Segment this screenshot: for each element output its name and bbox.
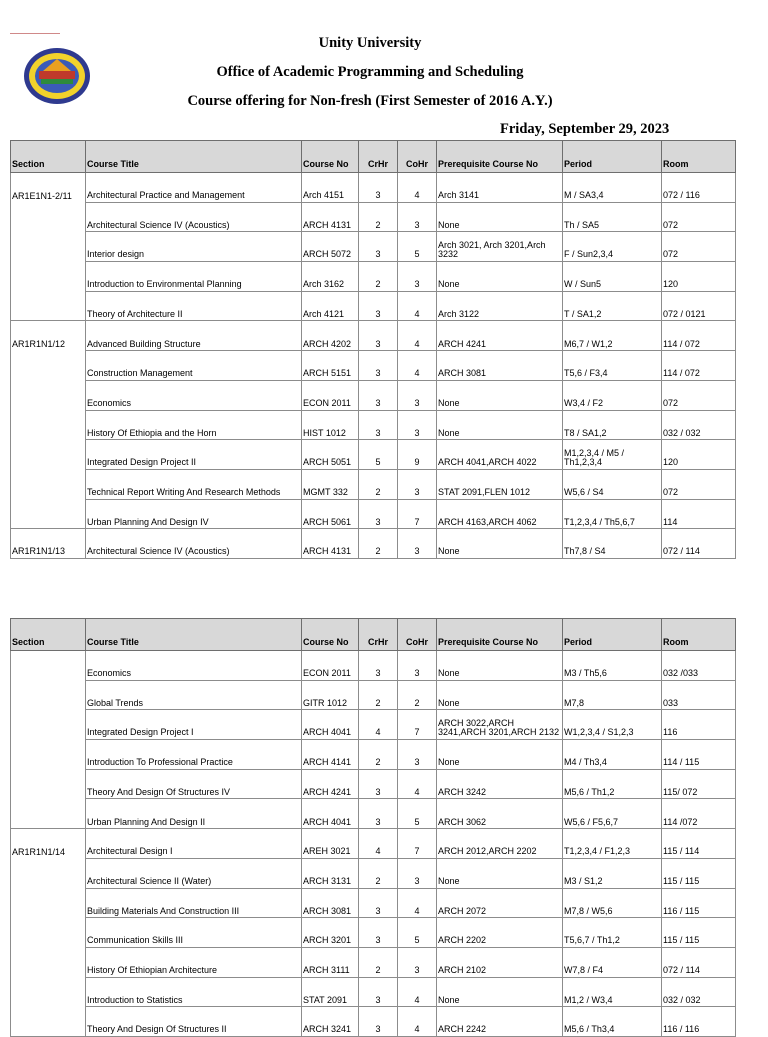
- prerequisite-cell: Arch 3122: [437, 291, 563, 321]
- course-title-cell: Introduction to Statistics: [86, 977, 302, 1007]
- co-hr-header: CoHr: [398, 141, 437, 173]
- course-title-cell: History Of Ethiopian Architecture: [86, 947, 302, 977]
- co-hr-cell: 3: [398, 202, 437, 232]
- period-cell: M7,8: [563, 680, 662, 710]
- room-cell: 072 / 116: [662, 173, 736, 203]
- room-cell: 072: [662, 469, 736, 499]
- section-cell: [11, 680, 86, 710]
- prerequisite-cell: None: [437, 858, 563, 888]
- section-header: Section: [11, 141, 86, 173]
- cr-hr-cell: 5: [359, 440, 398, 470]
- co-hr-cell: 3: [398, 858, 437, 888]
- co-hr-header: CoHr: [398, 619, 437, 651]
- table-row: [11, 858, 736, 888]
- table-row: [11, 262, 736, 292]
- section-cell: [11, 769, 86, 799]
- prerequisite-header: Prerequisite Course No: [437, 141, 563, 173]
- co-hr-cell: 4: [398, 769, 437, 799]
- course-no-cell: Arch 4151: [302, 173, 359, 203]
- period-header: Period: [563, 619, 662, 651]
- prerequisite-cell: Arch 3141: [437, 173, 563, 203]
- course-no-cell: MGMT 332: [302, 469, 359, 499]
- prerequisite-cell: ARCH 4163,ARCH 4062: [437, 499, 563, 529]
- co-hr-cell: 4: [398, 351, 437, 381]
- course-no-cell: Arch 4121: [302, 291, 359, 321]
- period-cell: W / Sun5: [563, 262, 662, 292]
- course-title-cell: Communication Skills III: [86, 918, 302, 948]
- prerequisite-cell: ARCH 4241: [437, 321, 563, 351]
- room-cell: 116: [662, 710, 736, 740]
- room-header: Room: [662, 141, 736, 173]
- prerequisite-cell: ARCH 3242: [437, 769, 563, 799]
- period-cell: T5,6,7 / Th1,2: [563, 918, 662, 948]
- room-cell: 072: [662, 232, 736, 262]
- cr-hr-cell: 3: [359, 232, 398, 262]
- cr-hr-header: CrHr: [359, 619, 398, 651]
- room-cell: 114 / 072: [662, 321, 736, 351]
- cr-hr-header: CrHr: [359, 141, 398, 173]
- course-title-cell: Construction Management: [86, 351, 302, 381]
- room-cell: 114: [662, 499, 736, 529]
- period-cell: Th7,8 / S4: [563, 529, 662, 559]
- co-hr-cell: 4: [398, 977, 437, 1007]
- section-cell: [11, 977, 86, 1007]
- section-cell: [11, 918, 86, 948]
- course-title-cell: Economics: [86, 380, 302, 410]
- course-table-1: [10, 140, 736, 559]
- period-cell: T1,2,3,4 / F1,2,3: [563, 829, 662, 859]
- section-cell: [11, 380, 86, 410]
- prerequisite-cell: None: [437, 651, 563, 681]
- top-rule: [10, 33, 60, 34]
- section-cell: [11, 262, 86, 292]
- course-no-cell: ARCH 4202: [302, 321, 359, 351]
- table-row: [11, 380, 736, 410]
- table-row: [11, 529, 736, 559]
- section-cell: [11, 651, 86, 681]
- prerequisite-cell: None: [437, 202, 563, 232]
- prerequisite-cell: ARCH 3081: [437, 351, 563, 381]
- period-cell: T1,2,3,4 / Th5,6,7: [563, 499, 662, 529]
- table-row: [11, 651, 736, 681]
- section-cell: [11, 440, 86, 470]
- course-no-cell: ARCH 3131: [302, 858, 359, 888]
- cr-hr-cell: 3: [359, 321, 398, 351]
- course-no-cell: ARCH 3111: [302, 947, 359, 977]
- co-hr-cell: 3: [398, 947, 437, 977]
- co-hr-cell: 7: [398, 829, 437, 859]
- period-cell: T5,6 / F3,4: [563, 351, 662, 381]
- course-no-cell: ARCH 4141: [302, 740, 359, 770]
- table-row: [11, 499, 736, 529]
- table-row: [11, 799, 736, 829]
- co-hr-cell: 2: [398, 680, 437, 710]
- section-cell: [11, 232, 86, 262]
- co-hr-cell: 3: [398, 410, 437, 440]
- document-date: Friday, September 29, 2023: [500, 121, 670, 137]
- prerequisite-cell: None: [437, 977, 563, 1007]
- prerequisite-cell: ARCH 2012,ARCH 2202: [437, 829, 563, 859]
- prerequisite-header: Prerequisite Course No: [437, 619, 563, 651]
- course-no-cell: ARCH 4041: [302, 710, 359, 740]
- period-cell: M5,6 / Th1,2: [563, 769, 662, 799]
- period-cell: M5,6 / Th3,4: [563, 1007, 662, 1037]
- course-no-cell: GITR 1012: [302, 680, 359, 710]
- course-no-cell: AREH 3021: [302, 829, 359, 859]
- prerequisite-cell: None: [437, 680, 563, 710]
- period-cell: M1,2,3,4 / M5 / Th1,2,3,4: [563, 440, 662, 470]
- co-hr-cell: 3: [398, 262, 437, 292]
- period-cell: W7,8 / F4: [563, 947, 662, 977]
- period-cell: M1,2 / W3,4: [563, 977, 662, 1007]
- co-hr-cell: 3: [398, 469, 437, 499]
- period-cell: T / SA1,2: [563, 291, 662, 321]
- course-title-cell: Technical Report Writing And Research Methods: [86, 469, 302, 499]
- cr-hr-cell: 3: [359, 769, 398, 799]
- table-row: [11, 769, 736, 799]
- course-no-cell: ARCH 5061: [302, 499, 359, 529]
- co-hr-cell: 5: [398, 799, 437, 829]
- table-row: [11, 740, 736, 770]
- course-title-cell: Urban Planning And Design IV: [86, 499, 302, 529]
- prerequisite-cell: ARCH 2102: [437, 947, 563, 977]
- period-cell: Th / SA5: [563, 202, 662, 232]
- cr-hr-cell: 2: [359, 858, 398, 888]
- cr-hr-cell: 2: [359, 529, 398, 559]
- course-title-cell: Building Materials And Construction III: [86, 888, 302, 918]
- course-no-header: Course No: [302, 619, 359, 651]
- course-title-cell: Theory And Design Of Structures IV: [86, 769, 302, 799]
- room-header: Room: [662, 619, 736, 651]
- period-cell: M6,7 / W1,2: [563, 321, 662, 351]
- section-cell: AR1E1N1-2/11: [11, 173, 86, 203]
- co-hr-cell: 4: [398, 173, 437, 203]
- cr-hr-cell: 3: [359, 410, 398, 440]
- cr-hr-cell: 3: [359, 173, 398, 203]
- table-row: [11, 351, 736, 381]
- table-row: [11, 410, 736, 440]
- course-no-cell: ARCH 4041: [302, 799, 359, 829]
- prerequisite-cell: None: [437, 740, 563, 770]
- course-table-2: [10, 618, 736, 1037]
- offering-title: Course offering for Non-fresh (First Semester of 2016 A.Y.): [187, 93, 553, 109]
- cr-hr-cell: 3: [359, 977, 398, 1007]
- course-title-cell: Introduction To Professional Practice: [86, 740, 302, 770]
- room-cell: 115 / 114: [662, 829, 736, 859]
- cr-hr-cell: 4: [359, 829, 398, 859]
- prerequisite-cell: None: [437, 380, 563, 410]
- cr-hr-cell: 3: [359, 918, 398, 948]
- room-cell: 072: [662, 202, 736, 232]
- period-cell: M4 / Th3,4: [563, 740, 662, 770]
- section-cell: [11, 947, 86, 977]
- room-cell: 116 / 115: [662, 888, 736, 918]
- table-header-row: [11, 141, 736, 173]
- cr-hr-cell: 2: [359, 947, 398, 977]
- course-title-cell: Integrated Design Project II: [86, 440, 302, 470]
- room-cell: 115 / 115: [662, 918, 736, 948]
- prerequisite-cell: ARCH 3062: [437, 799, 563, 829]
- table-row: [11, 440, 736, 470]
- co-hr-cell: 5: [398, 232, 437, 262]
- section-cell: [11, 410, 86, 440]
- course-title-cell: Economics: [86, 651, 302, 681]
- table-row: [11, 829, 736, 859]
- cr-hr-cell: 3: [359, 1007, 398, 1037]
- section-cell: [11, 202, 86, 232]
- course-title-cell: Urban Planning And Design II: [86, 799, 302, 829]
- prerequisite-cell: ARCH 4041,ARCH 4022: [437, 440, 563, 470]
- table-row: [11, 888, 736, 918]
- course-title-cell: Advanced Building Structure: [86, 321, 302, 351]
- course-no-cell: Arch 3162: [302, 262, 359, 292]
- section-cell: AR1R1N1/14: [11, 829, 86, 859]
- course-no-cell: ARCH 5151: [302, 351, 359, 381]
- section-header: Section: [11, 619, 86, 651]
- section-cell: [11, 799, 86, 829]
- table-row: [11, 291, 736, 321]
- co-hr-cell: 4: [398, 291, 437, 321]
- course-title-cell: Interior design: [86, 232, 302, 262]
- table-row: [11, 469, 736, 499]
- course-no-cell: ARCH 4131: [302, 529, 359, 559]
- course-title-cell: Theory And Design Of Structures II: [86, 1007, 302, 1037]
- cr-hr-cell: 2: [359, 740, 398, 770]
- section-cell: [11, 469, 86, 499]
- university-name: Unity University: [318, 35, 422, 51]
- co-hr-cell: 4: [398, 321, 437, 351]
- table-row: [11, 1007, 736, 1037]
- cr-hr-cell: 3: [359, 499, 398, 529]
- course-no-header: Course No: [302, 141, 359, 173]
- period-cell: W5,6 / F5,6,7: [563, 799, 662, 829]
- period-cell: M / SA3,4: [563, 173, 662, 203]
- course-no-cell: HIST 1012: [302, 410, 359, 440]
- room-cell: 072 / 114: [662, 529, 736, 559]
- course-title-header: Course Title: [86, 619, 302, 651]
- room-cell: 114 / 115: [662, 740, 736, 770]
- room-cell: 033: [662, 680, 736, 710]
- prerequisite-cell: None: [437, 410, 563, 440]
- table-row: [11, 202, 736, 232]
- course-title-header: Course Title: [86, 141, 302, 173]
- course-no-cell: ARCH 3241: [302, 1007, 359, 1037]
- section-cell: [11, 710, 86, 740]
- cr-hr-cell: 3: [359, 351, 398, 381]
- course-no-cell: ECON 2011: [302, 651, 359, 681]
- section-cell: [11, 291, 86, 321]
- table-row: [11, 321, 736, 351]
- co-hr-cell: 3: [398, 380, 437, 410]
- course-title-cell: Architectural Practice and Management: [86, 173, 302, 203]
- table-header-row: [11, 619, 736, 651]
- period-header: Period: [563, 141, 662, 173]
- prerequisite-cell: ARCH 2202: [437, 918, 563, 948]
- prerequisite-cell: ARCH 2242: [437, 1007, 563, 1037]
- cr-hr-cell: 3: [359, 888, 398, 918]
- period-cell: T8 / SA1,2: [563, 410, 662, 440]
- co-hr-cell: 3: [398, 651, 437, 681]
- table-row: [11, 680, 736, 710]
- course-no-cell: STAT 2091: [302, 977, 359, 1007]
- prerequisite-cell: None: [437, 529, 563, 559]
- table-row: [11, 232, 736, 262]
- cr-hr-cell: 3: [359, 651, 398, 681]
- period-cell: M3 / Th5,6: [563, 651, 662, 681]
- section-cell: [11, 888, 86, 918]
- room-cell: 114 /072: [662, 799, 736, 829]
- cr-hr-cell: 2: [359, 680, 398, 710]
- cr-hr-cell: 4: [359, 710, 398, 740]
- course-title-cell: Integrated Design Project I: [86, 710, 302, 740]
- period-cell: M7,8 / W5,6: [563, 888, 662, 918]
- period-cell: M3 / S1,2: [563, 858, 662, 888]
- section-cell: [11, 858, 86, 888]
- course-no-cell: ARCH 3201: [302, 918, 359, 948]
- section-cell: [11, 1007, 86, 1037]
- room-cell: 032 / 032: [662, 977, 736, 1007]
- course-no-cell: ARCH 3081: [302, 888, 359, 918]
- course-title-cell: Architectural Science IV (Acoustics): [86, 529, 302, 559]
- room-cell: 116 / 116: [662, 1007, 736, 1037]
- cr-hr-cell: 3: [359, 380, 398, 410]
- co-hr-cell: 3: [398, 740, 437, 770]
- course-no-cell: ARCH 5051: [302, 440, 359, 470]
- period-cell: W5,6 / S4: [563, 469, 662, 499]
- section-cell: AR1R1N1/13: [11, 529, 86, 559]
- section-cell: [11, 351, 86, 381]
- co-hr-cell: 4: [398, 1007, 437, 1037]
- co-hr-cell: 5: [398, 918, 437, 948]
- course-no-cell: ARCH 4241: [302, 769, 359, 799]
- prerequisite-cell: ARCH 3022,ARCH 3241,ARCH 3201,ARCH 2132: [437, 710, 563, 740]
- course-title-cell: Global Trends: [86, 680, 302, 710]
- cr-hr-cell: 2: [359, 262, 398, 292]
- room-cell: 120: [662, 262, 736, 292]
- room-cell: 072 / 0121: [662, 291, 736, 321]
- prerequisite-cell: ARCH 2072: [437, 888, 563, 918]
- course-title-cell: Theory of Architecture II: [86, 291, 302, 321]
- co-hr-cell: 4: [398, 888, 437, 918]
- cr-hr-cell: 2: [359, 202, 398, 232]
- course-no-cell: ARCH 4131: [302, 202, 359, 232]
- table-row: [11, 977, 736, 1007]
- room-cell: 120: [662, 440, 736, 470]
- course-no-cell: ARCH 5072: [302, 232, 359, 262]
- period-cell: W3,4 / F2: [563, 380, 662, 410]
- course-title-cell: Architectural Science IV (Acoustics): [86, 202, 302, 232]
- co-hr-cell: 7: [398, 499, 437, 529]
- course-no-cell: ECON 2011: [302, 380, 359, 410]
- room-cell: 115/ 072: [662, 769, 736, 799]
- section-cell: AR1R1N1/12: [11, 321, 86, 351]
- room-cell: 032 /033: [662, 651, 736, 681]
- room-cell: 032 / 032: [662, 410, 736, 440]
- cr-hr-cell: 3: [359, 291, 398, 321]
- co-hr-cell: 9: [398, 440, 437, 470]
- table-row: [11, 918, 736, 948]
- prerequisite-cell: None: [437, 262, 563, 292]
- co-hr-cell: 3: [398, 529, 437, 559]
- course-title-cell: Architectural Science II (Water): [86, 858, 302, 888]
- section-cell: [11, 740, 86, 770]
- prerequisite-cell: STAT 2091,FLEN 1012: [437, 469, 563, 499]
- period-cell: W1,2,3,4 / S1,2,3: [563, 710, 662, 740]
- course-title-cell: History Of Ethiopia and the Horn: [86, 410, 302, 440]
- section-cell: [11, 499, 86, 529]
- period-cell: F / Sun2,3,4: [563, 232, 662, 262]
- table-row: [11, 710, 736, 740]
- office-name: Office of Academic Programming and Scheduling: [216, 64, 524, 80]
- cr-hr-cell: 2: [359, 469, 398, 499]
- co-hr-cell: 7: [398, 710, 437, 740]
- table-row: [11, 947, 736, 977]
- cr-hr-cell: 3: [359, 799, 398, 829]
- room-cell: 072: [662, 380, 736, 410]
- table-row: [11, 173, 736, 203]
- prerequisite-cell: Arch 3021, Arch 3201,Arch 3232: [437, 232, 563, 262]
- room-cell: 115 / 115: [662, 858, 736, 888]
- room-cell: 114 / 072: [662, 351, 736, 381]
- room-cell: 072 / 114: [662, 947, 736, 977]
- course-title-cell: Architectural Design I: [86, 829, 302, 859]
- course-title-cell: Introduction to Environmental Planning: [86, 262, 302, 292]
